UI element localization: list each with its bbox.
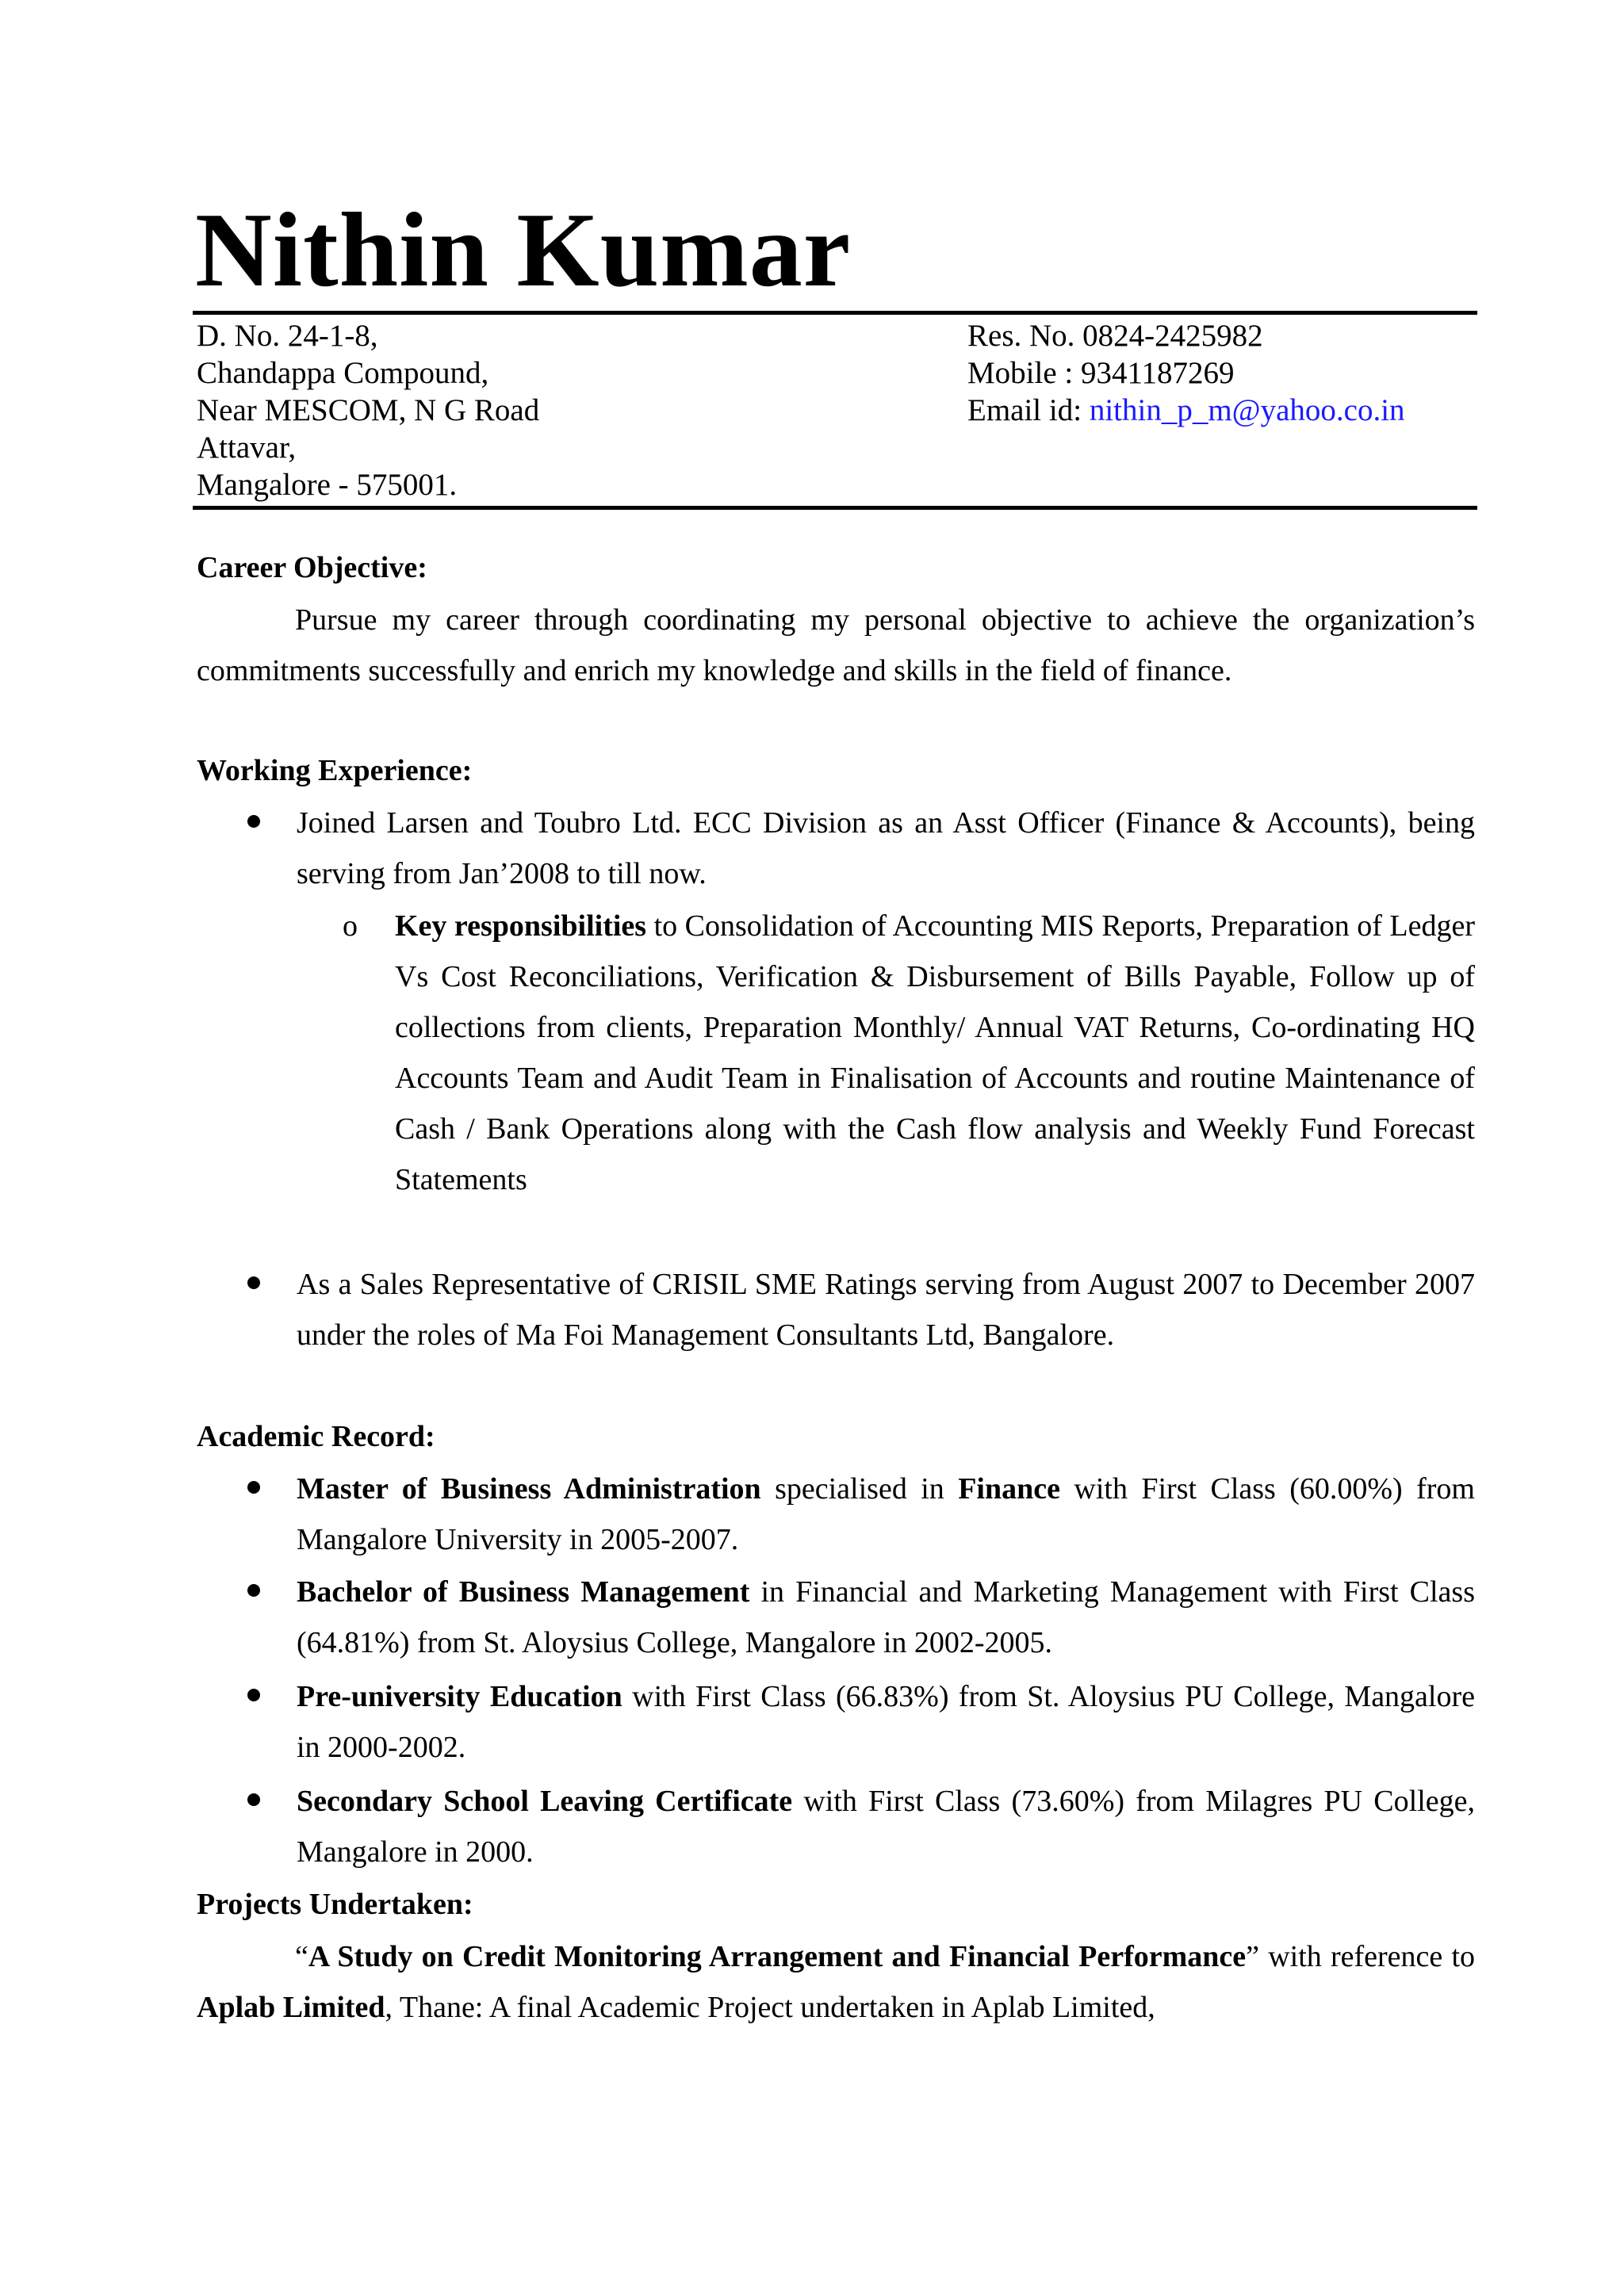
responsibilities-text: Key responsibilities to Consolidation of Accounting MIS Reports, Preparation of Ledger Vs Cost Reconciliations, Verification & Disbursement of Bills Payable, Follow up of collections from clients, Preparation Monthly/ Annual VAT Returns, Co-ordinating HQ Accounts Team and Audit Team in Finalisation of Accounts and routine Maintenance of Cash / Bank Operations along with the Cash flow analysis and Weekly Fund Forecast Statements bbox=[395, 909, 1475, 1196]
bullet-icon bbox=[247, 1689, 260, 1701]
academic-item bbox=[297, 1776, 1475, 1877]
working-experience-heading: Working Experience: bbox=[197, 754, 473, 787]
responsibilities-item bbox=[343, 901, 1475, 1205]
experience-text: Joined Larsen and Toubro Ltd. ECC Division as an Asst Officer (Finance & Accounts), being serving from Jan’2008 to till now. bbox=[297, 806, 1475, 890]
bullet-icon bbox=[247, 1793, 260, 1806]
experience-item bbox=[297, 798, 1475, 899]
bullet-icon bbox=[247, 815, 260, 828]
projects-heading: Projects Undertaken: bbox=[197, 1888, 473, 1921]
address-line: Near MESCOM, N G Road bbox=[197, 393, 540, 427]
header-top-rule bbox=[193, 311, 1477, 315]
academic-record-heading: Academic Record: bbox=[197, 1420, 435, 1453]
email-line bbox=[967, 392, 1405, 429]
academic-text: Bachelor of Business Management in Financial and Marketing Management with First Class (64.81%) from St. Aloysius College, Mangalore in 2002-2005. bbox=[297, 1575, 1475, 1659]
address-line: Mangalore - 575001. bbox=[197, 468, 458, 502]
project-text: “A Study on Credit Monitoring Arrangement and Financial Performance” with reference to Aplab Limited, Thane: A final Academic Project undertaken in Aplab Limited, bbox=[197, 1940, 1476, 2024]
career-objective-text: Pursue my career through coordinating my personal objective to achieve the organization’s commitments successfully and enrich my knowledge and skills in the field of finance. bbox=[197, 603, 1475, 687]
mobile-phone: Mobile : 9341187269 bbox=[967, 356, 1235, 390]
residence-phone: Res. No. 0824-2425982 bbox=[967, 319, 1263, 353]
address-block bbox=[197, 317, 539, 503]
academic-item bbox=[297, 1671, 1475, 1773]
email-label: Email id: bbox=[967, 393, 1090, 427]
sub-bullet-marker: o bbox=[343, 909, 358, 943]
header-bottom-rule bbox=[193, 506, 1477, 510]
contact-block bbox=[967, 317, 1405, 429]
bullet-icon bbox=[247, 1481, 260, 1494]
academic-text: Master of Business Administration specialised in Finance with First Class (60.00%) from Mangalore University in 2005-2007. bbox=[297, 1472, 1475, 1556]
academic-text: Secondary School Leaving Certificate with First Class (73.60%) from Milagres PU College, Mangalore in 2000. bbox=[297, 1785, 1475, 1869]
experience-item bbox=[297, 1259, 1475, 1360]
email-link[interactable]: nithin_p_m@yahoo.co.in bbox=[1089, 393, 1405, 427]
academic-text: Pre-university Education with First Class (66.83%) from St. Aloysius PU College, Mangalore in 2000-2002. bbox=[297, 1680, 1476, 1764]
academic-item bbox=[297, 1567, 1475, 1668]
bullet-icon bbox=[247, 1584, 260, 1597]
bullet-icon bbox=[247, 1276, 260, 1289]
candidate-name: Nithin Kumar bbox=[195, 191, 852, 308]
address-line: D. No. 24-1-8, bbox=[197, 319, 378, 353]
career-objective-heading: Career Objective: bbox=[197, 551, 427, 584]
experience-text: As a Sales Representative of CRISIL SME Ratings serving from August 2007 to December 2007 under the roles of Ma Foi Management Consultants Ltd, Bangalore. bbox=[297, 1268, 1475, 1352]
address-line: Chandappa Compound, bbox=[197, 356, 489, 390]
academic-item bbox=[297, 1464, 1475, 1565]
address-line: Attavar, bbox=[197, 430, 297, 465]
